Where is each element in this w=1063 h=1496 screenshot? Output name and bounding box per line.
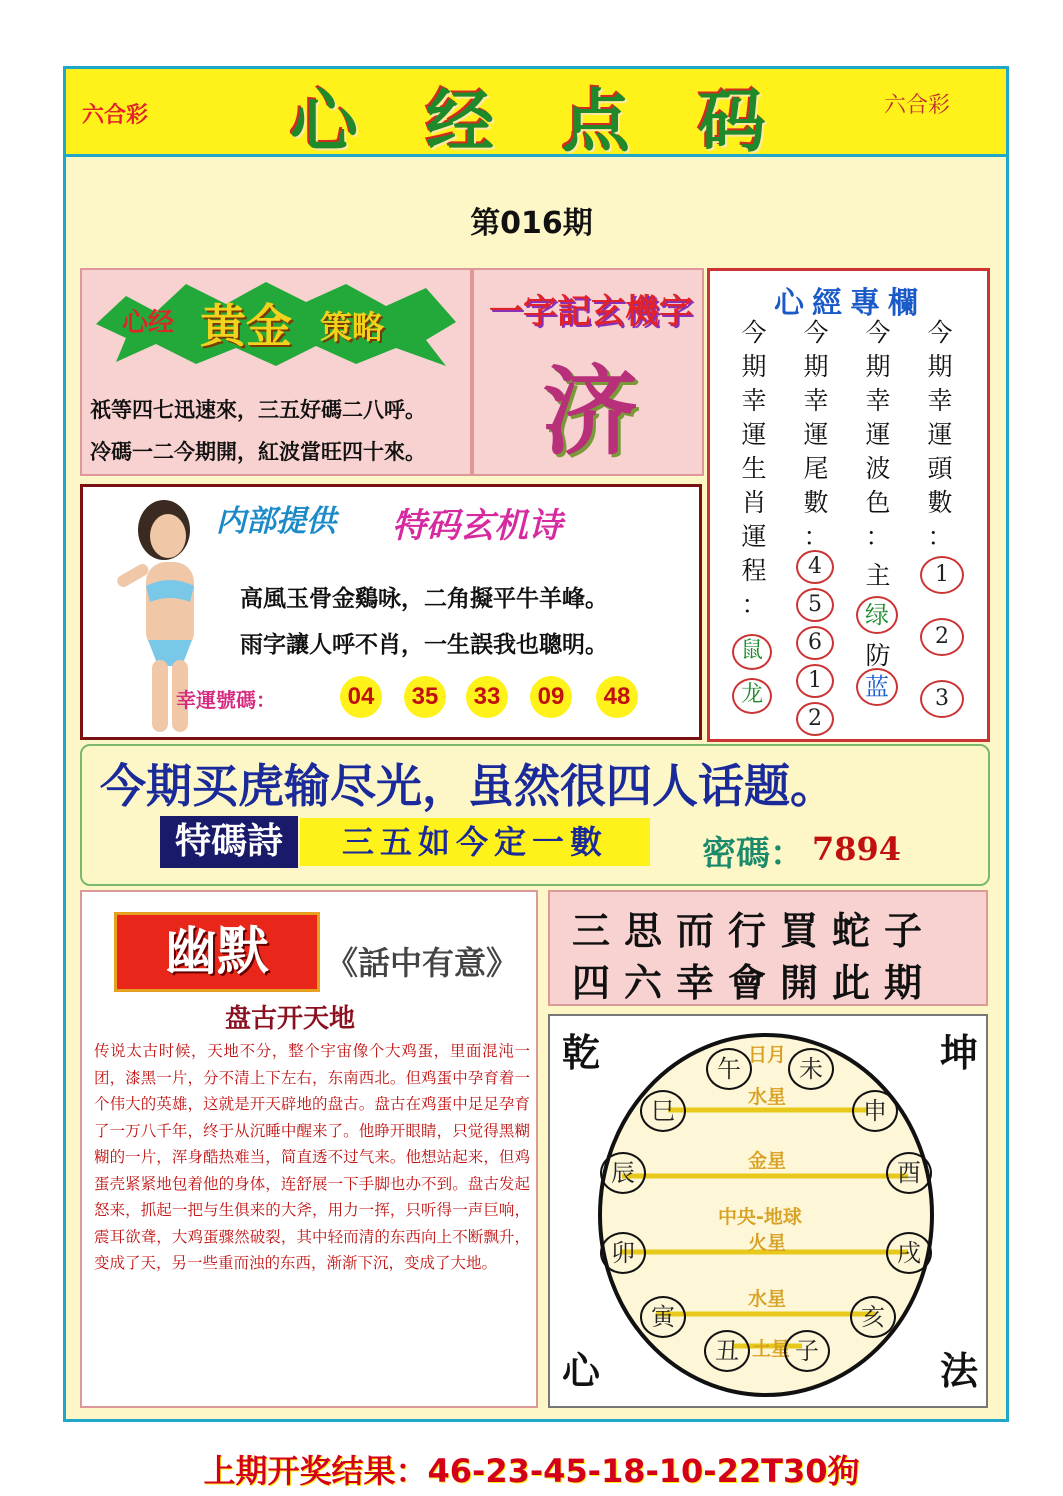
label-char: 數: [927, 488, 953, 517]
figure-leg-left: [152, 660, 168, 732]
main-title: [290, 76, 770, 162]
color-main-value: 绿: [856, 596, 898, 634]
branch-node: 未: [788, 1048, 834, 1090]
label-char: 數: [803, 488, 829, 517]
label-char: 今: [741, 318, 767, 347]
col-tail-label: [796, 316, 836, 554]
figure-body: [146, 562, 194, 652]
label-char: 運: [741, 420, 767, 449]
label-char: 肖: [741, 488, 767, 517]
issue-number: 第016期: [470, 206, 593, 241]
wheel-label: 水星: [748, 1086, 787, 1108]
verse-line-2: 四六幸會開此期: [572, 960, 937, 1005]
label-char: 運: [927, 420, 953, 449]
branch-node: 丑: [704, 1330, 750, 1372]
password-label: 密碼：: [702, 834, 804, 874]
one-char-value: 济: [542, 355, 638, 468]
story-body: 传说太古时候，天地不分，整个宇宙像个大鸡蛋，里面混沌一团，漆黑一片，分不清上下左右，东南西北。但鸡蛋中孕育着一个伟大的英雄，这就是开天辟地的盘古。盘古在鸡蛋中足足孕育了一万八千年，终于从沉睡中醒来了。他睁开眼睛，只觉得黑糊糊的一片，浑身酷热难当，简直透不过气来。他想站起来，但鸡蛋壳紧紧地包着他的身体，连舒展一下手脚也办不到。盘古发起怒来，抓起一把与生俱来的大斧，用力一挥，只听得一声巨响，震耳欲聋，大鸡蛋骤然破裂，其中轻而清的东西向上不断飘升，变成了天，另一些重而浊的东西，渐渐下沉，变成了大地。: [94, 1042, 530, 1272]
branch-node: 酉: [886, 1152, 932, 1194]
label-char: 期: [865, 352, 891, 381]
label-char: ：: [803, 522, 829, 551]
zodiac-item-1: 鼠: [732, 634, 772, 670]
tail-item-5: 2: [796, 702, 834, 736]
lucky-numbers-label: 幸運號碼：: [176, 688, 276, 712]
wheel-label: 金星: [748, 1150, 787, 1172]
branch-node: 寅: [640, 1296, 686, 1338]
tail-item-3: 6: [796, 626, 834, 660]
label-char: 期: [741, 352, 767, 381]
gold-banner-prefix: 心经: [122, 308, 175, 338]
wheel-label: 日月: [748, 1044, 787, 1066]
poem-heading-1: 内部提供: [216, 504, 336, 539]
label-char: 今: [865, 318, 891, 347]
title-char-4: 码: [697, 81, 770, 162]
col-zodiac-label: [734, 316, 774, 622]
title-char-3: 点: [561, 81, 634, 162]
logo-right-text: 六合彩: [884, 93, 951, 118]
tail-item-4: 1: [796, 664, 834, 698]
branch-node: 巳: [640, 1090, 686, 1132]
poem-heading-2: 特码玄机诗: [392, 506, 562, 546]
label-char: 生: [741, 454, 767, 483]
label-char: 今: [803, 318, 829, 347]
label-char: 頭: [927, 454, 953, 483]
title-char-1: 心: [290, 81, 363, 162]
head-item-2: 2: [920, 618, 964, 656]
verse-line-1: 三思而行買蛇子: [572, 908, 937, 953]
head-item-3: 3: [920, 680, 964, 718]
humor-subtitle: 《話中有意》: [326, 944, 519, 982]
label-char: 波: [865, 454, 891, 483]
password-value: 7894: [812, 830, 902, 868]
lucky-number-ball: 33: [466, 676, 508, 718]
branch-node: 申: [852, 1090, 898, 1132]
poem-line-1: 高風玉骨金鷄咏，二角擬平牛羊峰。: [240, 585, 608, 612]
wheel-label: 火星: [748, 1232, 787, 1254]
branch-node: 午: [706, 1048, 752, 1090]
label-char: 幸: [803, 386, 829, 415]
branch-node: 子: [784, 1330, 830, 1372]
corner-bottom-right: 法: [940, 1348, 979, 1393]
head-item-1: 1: [920, 556, 964, 594]
gold-line-1: 祇等四七迅速來，三五好碼二八呼。: [90, 397, 426, 422]
logo-right: [884, 88, 950, 119]
corner-top-left: 乾: [562, 1030, 601, 1075]
one-char-title: 一字記玄機字: [489, 292, 693, 332]
humor-logo: 幽默: [114, 912, 320, 992]
gold-banner-main: 黄金: [200, 299, 292, 353]
tail-item-1: 4: [796, 550, 834, 584]
branch-node: 戌: [886, 1232, 932, 1274]
label-char: 尾: [803, 454, 829, 483]
branch-node: 卯: [600, 1232, 646, 1274]
gold-banner-suffix: 策略: [320, 308, 385, 346]
figure-arm: [115, 562, 150, 589]
lucky-number-ball: 35: [404, 676, 446, 718]
label-char: 幸: [865, 386, 891, 415]
special-poem-text: 三五如今定一數: [300, 818, 650, 866]
lucky-number-ball: 04: [340, 676, 382, 718]
label-char: 幸: [741, 386, 767, 415]
col-color-label: [858, 316, 898, 554]
wheel-label: 土星: [752, 1338, 791, 1360]
last-draw-result: 上期开奖结果：46-23-45-18-10-22T30狗: [203, 1452, 860, 1490]
poem-line-2: 雨字讓人呼不肖，一生誤我也聰明。: [240, 631, 608, 658]
logo-left: [82, 98, 148, 129]
gold-line-2: 冷碼一二今期開，紅波當旺四十來。: [90, 439, 426, 464]
story-title: 盘古开天地: [224, 1004, 355, 1034]
label-char: 運: [865, 420, 891, 449]
heart-column-title: 心經專欄: [774, 286, 926, 321]
color-main-label: 主: [865, 561, 891, 590]
label-char: 色: [865, 488, 891, 517]
corner-top-right: 坤: [940, 1030, 979, 1075]
branch-node: 亥: [850, 1296, 896, 1338]
zodiac-item-2: 龙: [732, 678, 772, 714]
tail-item-2: 5: [796, 588, 834, 622]
logo-left-text: 六合彩: [82, 103, 149, 128]
col-head-label: [920, 316, 960, 554]
corner-bottom-left: 心: [562, 1348, 601, 1393]
wheel-label: 中央-地球: [718, 1206, 802, 1228]
label-char: ：: [741, 590, 767, 619]
wheel-label: 水星: [748, 1288, 787, 1310]
color-guard-value: 蓝: [856, 668, 898, 706]
special-poem-label: 特碼詩: [160, 816, 298, 868]
label-char: 程: [741, 556, 767, 585]
label-char: 今: [927, 318, 953, 347]
label-char: 運: [803, 420, 829, 449]
label-char: 期: [927, 352, 953, 381]
figure-face: [150, 514, 186, 558]
lucky-number-ball: 48: [596, 676, 638, 718]
label-char: ：: [927, 522, 953, 551]
label-char: ：: [865, 522, 891, 551]
lucky-number-ball: 09: [530, 676, 572, 718]
label-char: 運: [741, 522, 767, 551]
color-guard-label: 防: [865, 641, 891, 670]
title-char-2: 经: [425, 81, 498, 162]
label-char: 期: [803, 352, 829, 381]
label-char: 幸: [927, 386, 953, 415]
branch-node: 辰: [600, 1152, 646, 1194]
headline-text: 今期买虎输尽光，虽然很四人话题。: [100, 759, 836, 813]
